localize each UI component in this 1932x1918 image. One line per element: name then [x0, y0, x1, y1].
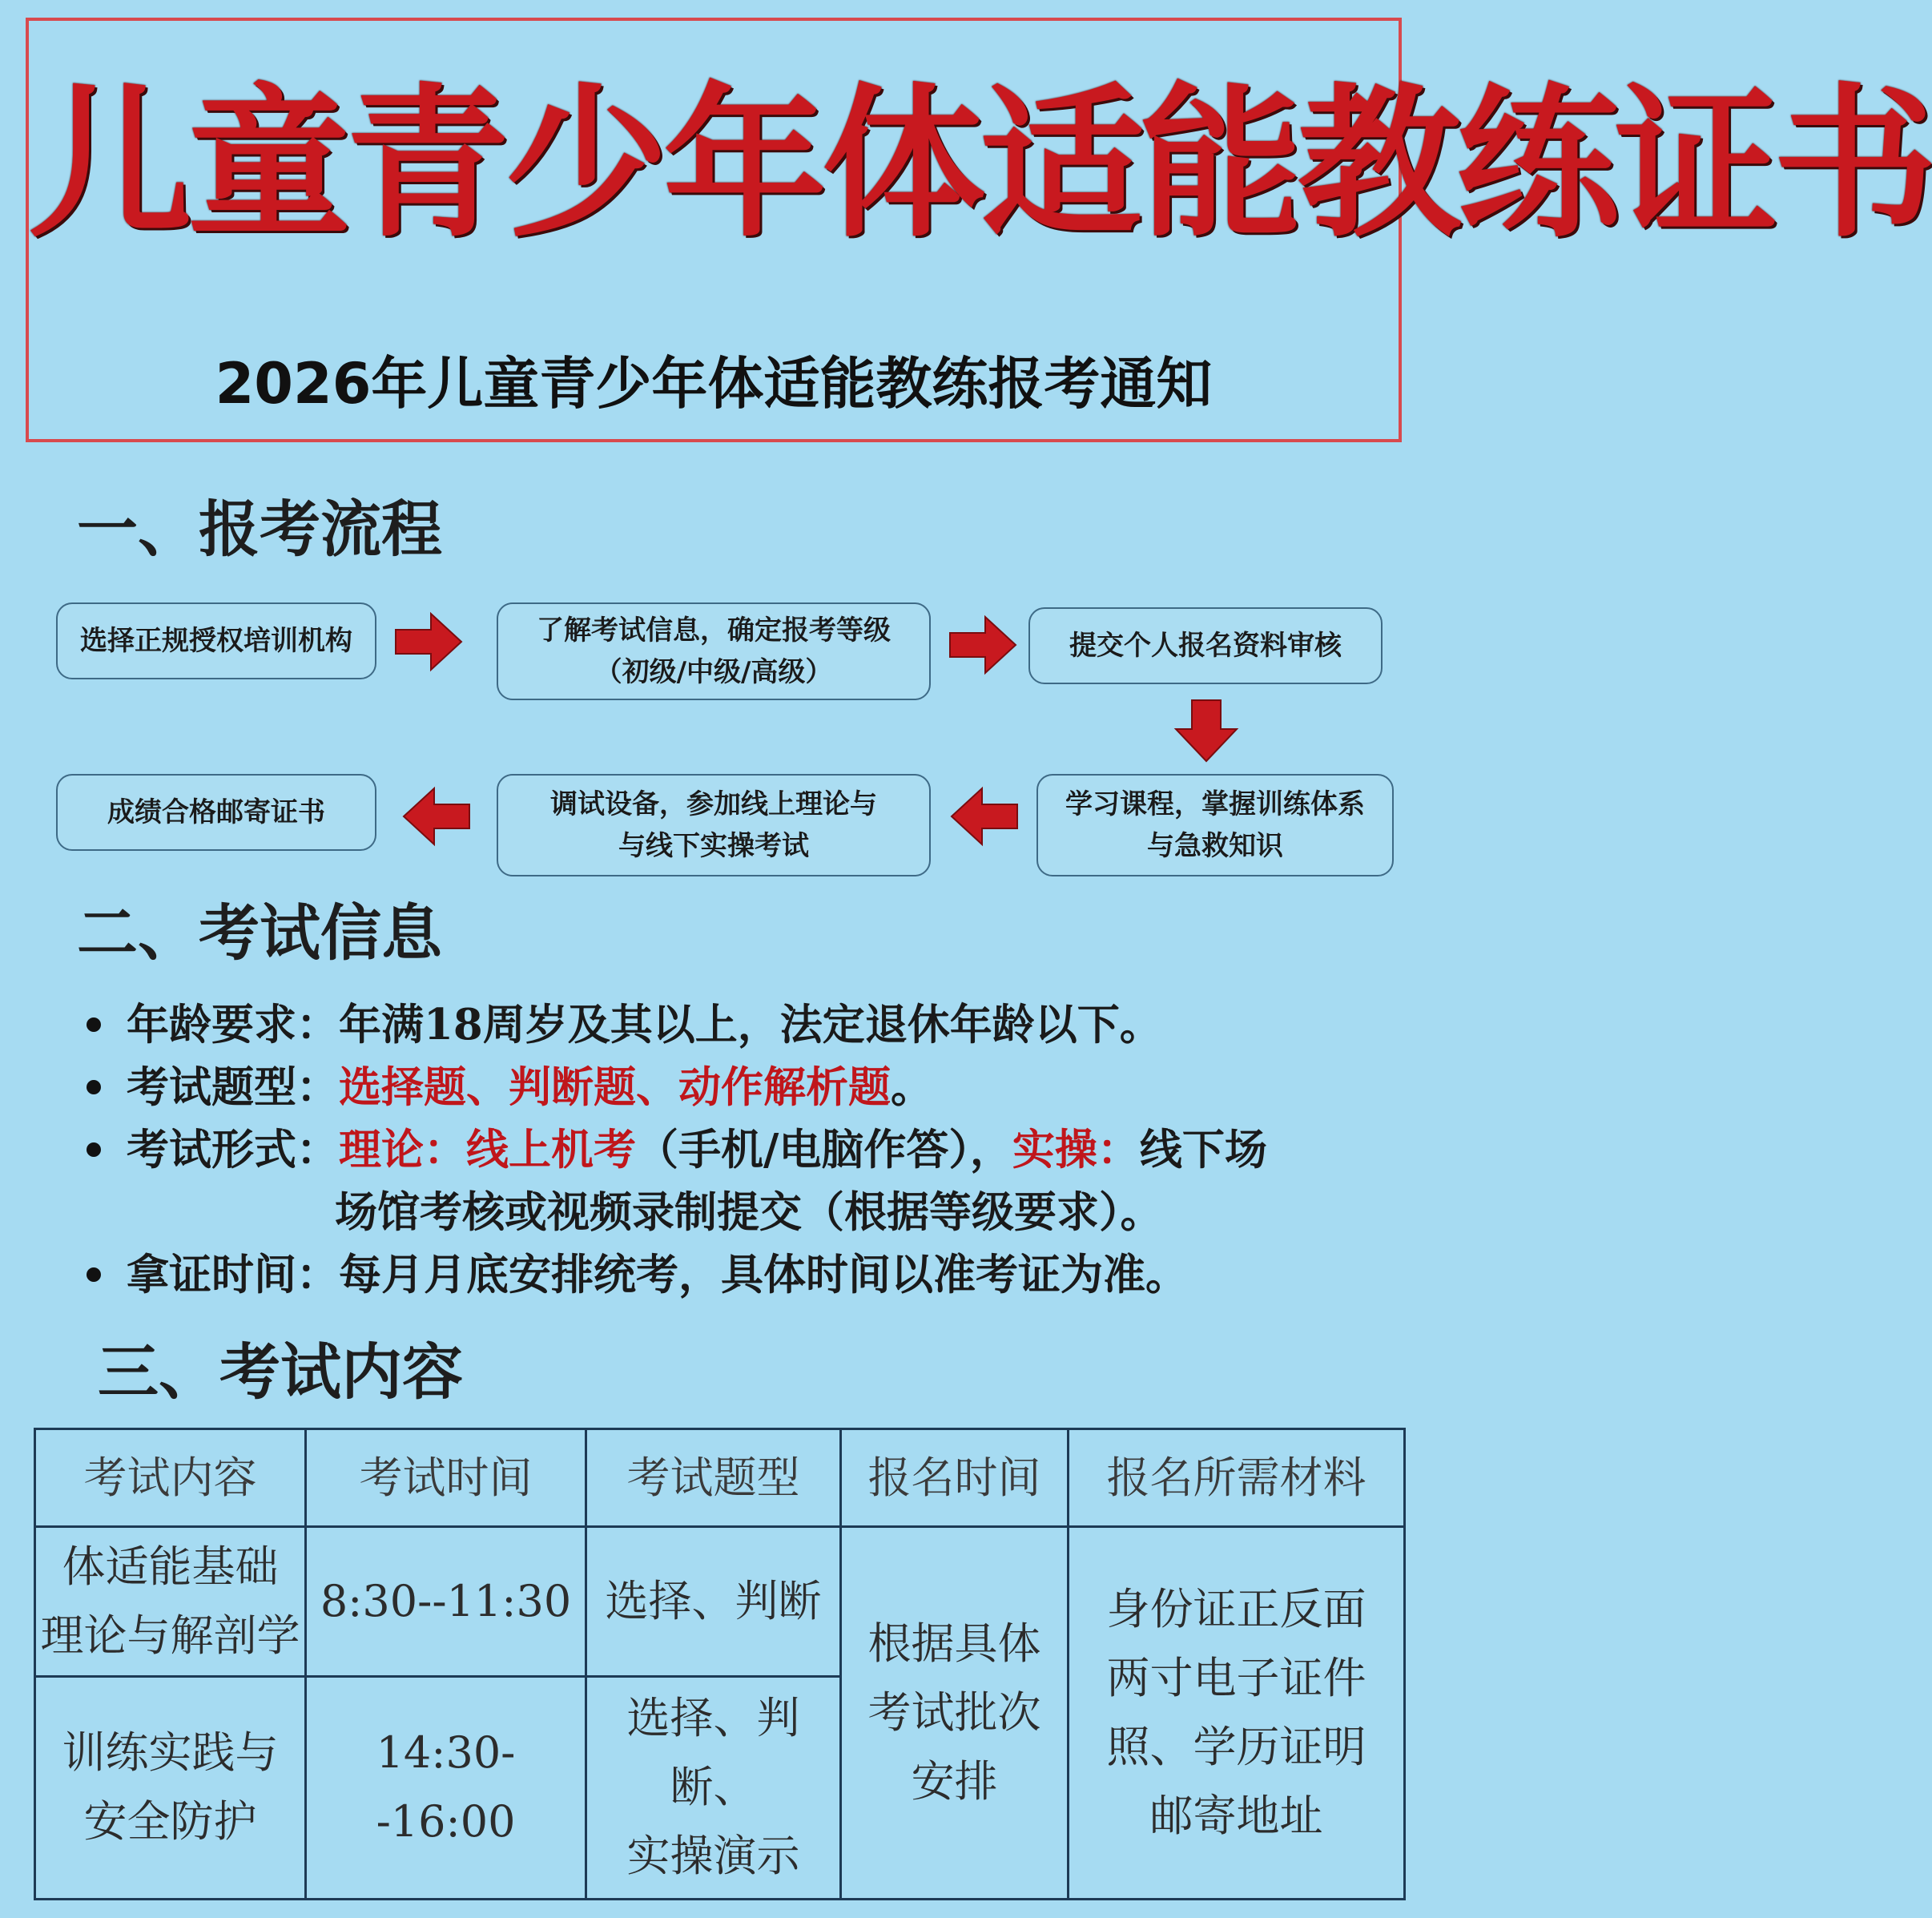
flow-step-text: （初级/中级/高级） [594, 656, 833, 688]
flow-step-6 [56, 774, 376, 851]
flow-step-text: 选择正规授权培训机构 [80, 625, 352, 657]
age-text: 年满18周岁及其以上，法定退休年龄以下。 [339, 1000, 1162, 1050]
section-heading-exam-content: 三、考试内容 [98, 1336, 463, 1408]
list-item-age [80, 993, 1410, 1056]
table-cell-content [35, 1676, 306, 1899]
flow-step-text: 学习课程，掌握训练体系 [1065, 788, 1365, 820]
cell-line: 体适能基础 [62, 1541, 279, 1592]
cell-line: 安全防护 [83, 1796, 257, 1847]
table-header-cell: 考试题型 [586, 1429, 841, 1527]
format-practice-value: 线下场 [1139, 1125, 1267, 1175]
arrow-right-icon [396, 614, 461, 670]
bullet-icon [87, 1267, 101, 1282]
cell-line: 理论与解剖学 [40, 1610, 300, 1661]
table-header-cell: 报名时间 [841, 1429, 1069, 1527]
cell-line: 两寸电子证件 [1106, 1653, 1366, 1703]
question-type-tail: 。 [891, 1062, 933, 1112]
age-label: 年龄要求： [127, 1000, 339, 1050]
table-header-cell: 考试时间 [306, 1429, 586, 1527]
cell-line: 邮寄地址 [1149, 1791, 1323, 1841]
cert-time-label: 拿证时间： [127, 1250, 339, 1299]
flow-step-text: 了解考试信息，确定报考等级 [537, 614, 891, 647]
table-cell-time: 8:30--11:30 [306, 1527, 586, 1677]
arrow-right-icon [950, 617, 1016, 673]
question-type-value: 选择题、判断题、动作解析题 [339, 1062, 891, 1112]
table-cell-materials [1069, 1527, 1405, 1900]
list-item-format [80, 1118, 1410, 1181]
exam-content-table [34, 1428, 1406, 1900]
table-header-cell: 考试内容 [35, 1429, 306, 1527]
table-header-row [35, 1429, 1405, 1527]
title-box [26, 18, 1932, 442]
list-item-cert-time [80, 1243, 1410, 1306]
arrow-left-icon [404, 788, 469, 844]
flow-step-text: 与急救知识 [1147, 830, 1283, 862]
arrow-down-icon [1176, 700, 1237, 761]
flow-step-3 [1028, 607, 1383, 684]
flow-step-2 [497, 602, 931, 700]
bullet-icon [87, 1017, 101, 1032]
cell-line: 选择、判断、 [626, 1693, 800, 1813]
table-cell-time: 14:30--16:00 [306, 1676, 586, 1899]
flow-step-text: 与线下实操考试 [618, 830, 809, 862]
bullet-icon [87, 1142, 101, 1157]
format-theory-note: （手机/电脑作答）， [636, 1125, 1012, 1175]
flow-step-1 [56, 602, 376, 679]
table-cell-registration [841, 1527, 1069, 1900]
cell-line: 训练实践与 [62, 1727, 279, 1779]
flow-step-text: 成绩合格邮寄证书 [107, 796, 325, 828]
cell-line: 实操演示 [626, 1831, 800, 1882]
table-cell-type [586, 1527, 841, 1677]
table-header-cell: 报名所需材料 [1069, 1429, 1405, 1527]
cert-time-text: 每月月底安排统考，具体时间以准考证为准。 [339, 1250, 1188, 1299]
cell-line: 选择、判断 [605, 1575, 822, 1626]
cell-line: 身份证正反面 [1106, 1584, 1366, 1634]
table-row [35, 1527, 1405, 1677]
cell-line: 根据具体 [867, 1618, 1041, 1669]
cell-line: 照、学历证明 [1106, 1722, 1366, 1772]
section-heading-exam-info: 二、考试信息 [77, 897, 442, 969]
flow-step-5 [497, 774, 931, 876]
bullet-icon [87, 1080, 101, 1094]
question-type-label: 考试题型： [127, 1062, 339, 1112]
flow-step-text: 调试设备，参加线上理论与 [550, 788, 877, 820]
format-practice-label: 实操： [1012, 1125, 1140, 1175]
format-label: 考试形式： [127, 1125, 339, 1175]
table-cell-type [586, 1676, 841, 1899]
cell-line: 安排 [911, 1756, 998, 1807]
cell-line: 考试批次 [867, 1687, 1041, 1738]
format-continuation: 场馆考核或视频录制提交（根据等级要求）。 [335, 1187, 1163, 1237]
arrow-left-icon [952, 788, 1017, 844]
flow-step-text: 提交个人报名资料审核 [1069, 630, 1342, 662]
page-subtitle: 2026年儿童青少年体适能教练报考通知 [215, 351, 1213, 417]
list-item-question-type [80, 1056, 1410, 1118]
format-theory-value: 线上机考 [466, 1125, 636, 1175]
section-heading-process: 一、报考流程 [77, 494, 442, 565]
flow-step-4 [1036, 774, 1394, 876]
page-title: 儿童青少年体适能教练证书 [29, 70, 1932, 260]
table-cell-content [35, 1527, 306, 1677]
format-theory-label: 理论： [339, 1125, 466, 1175]
exam-info-list [80, 993, 1410, 1306]
